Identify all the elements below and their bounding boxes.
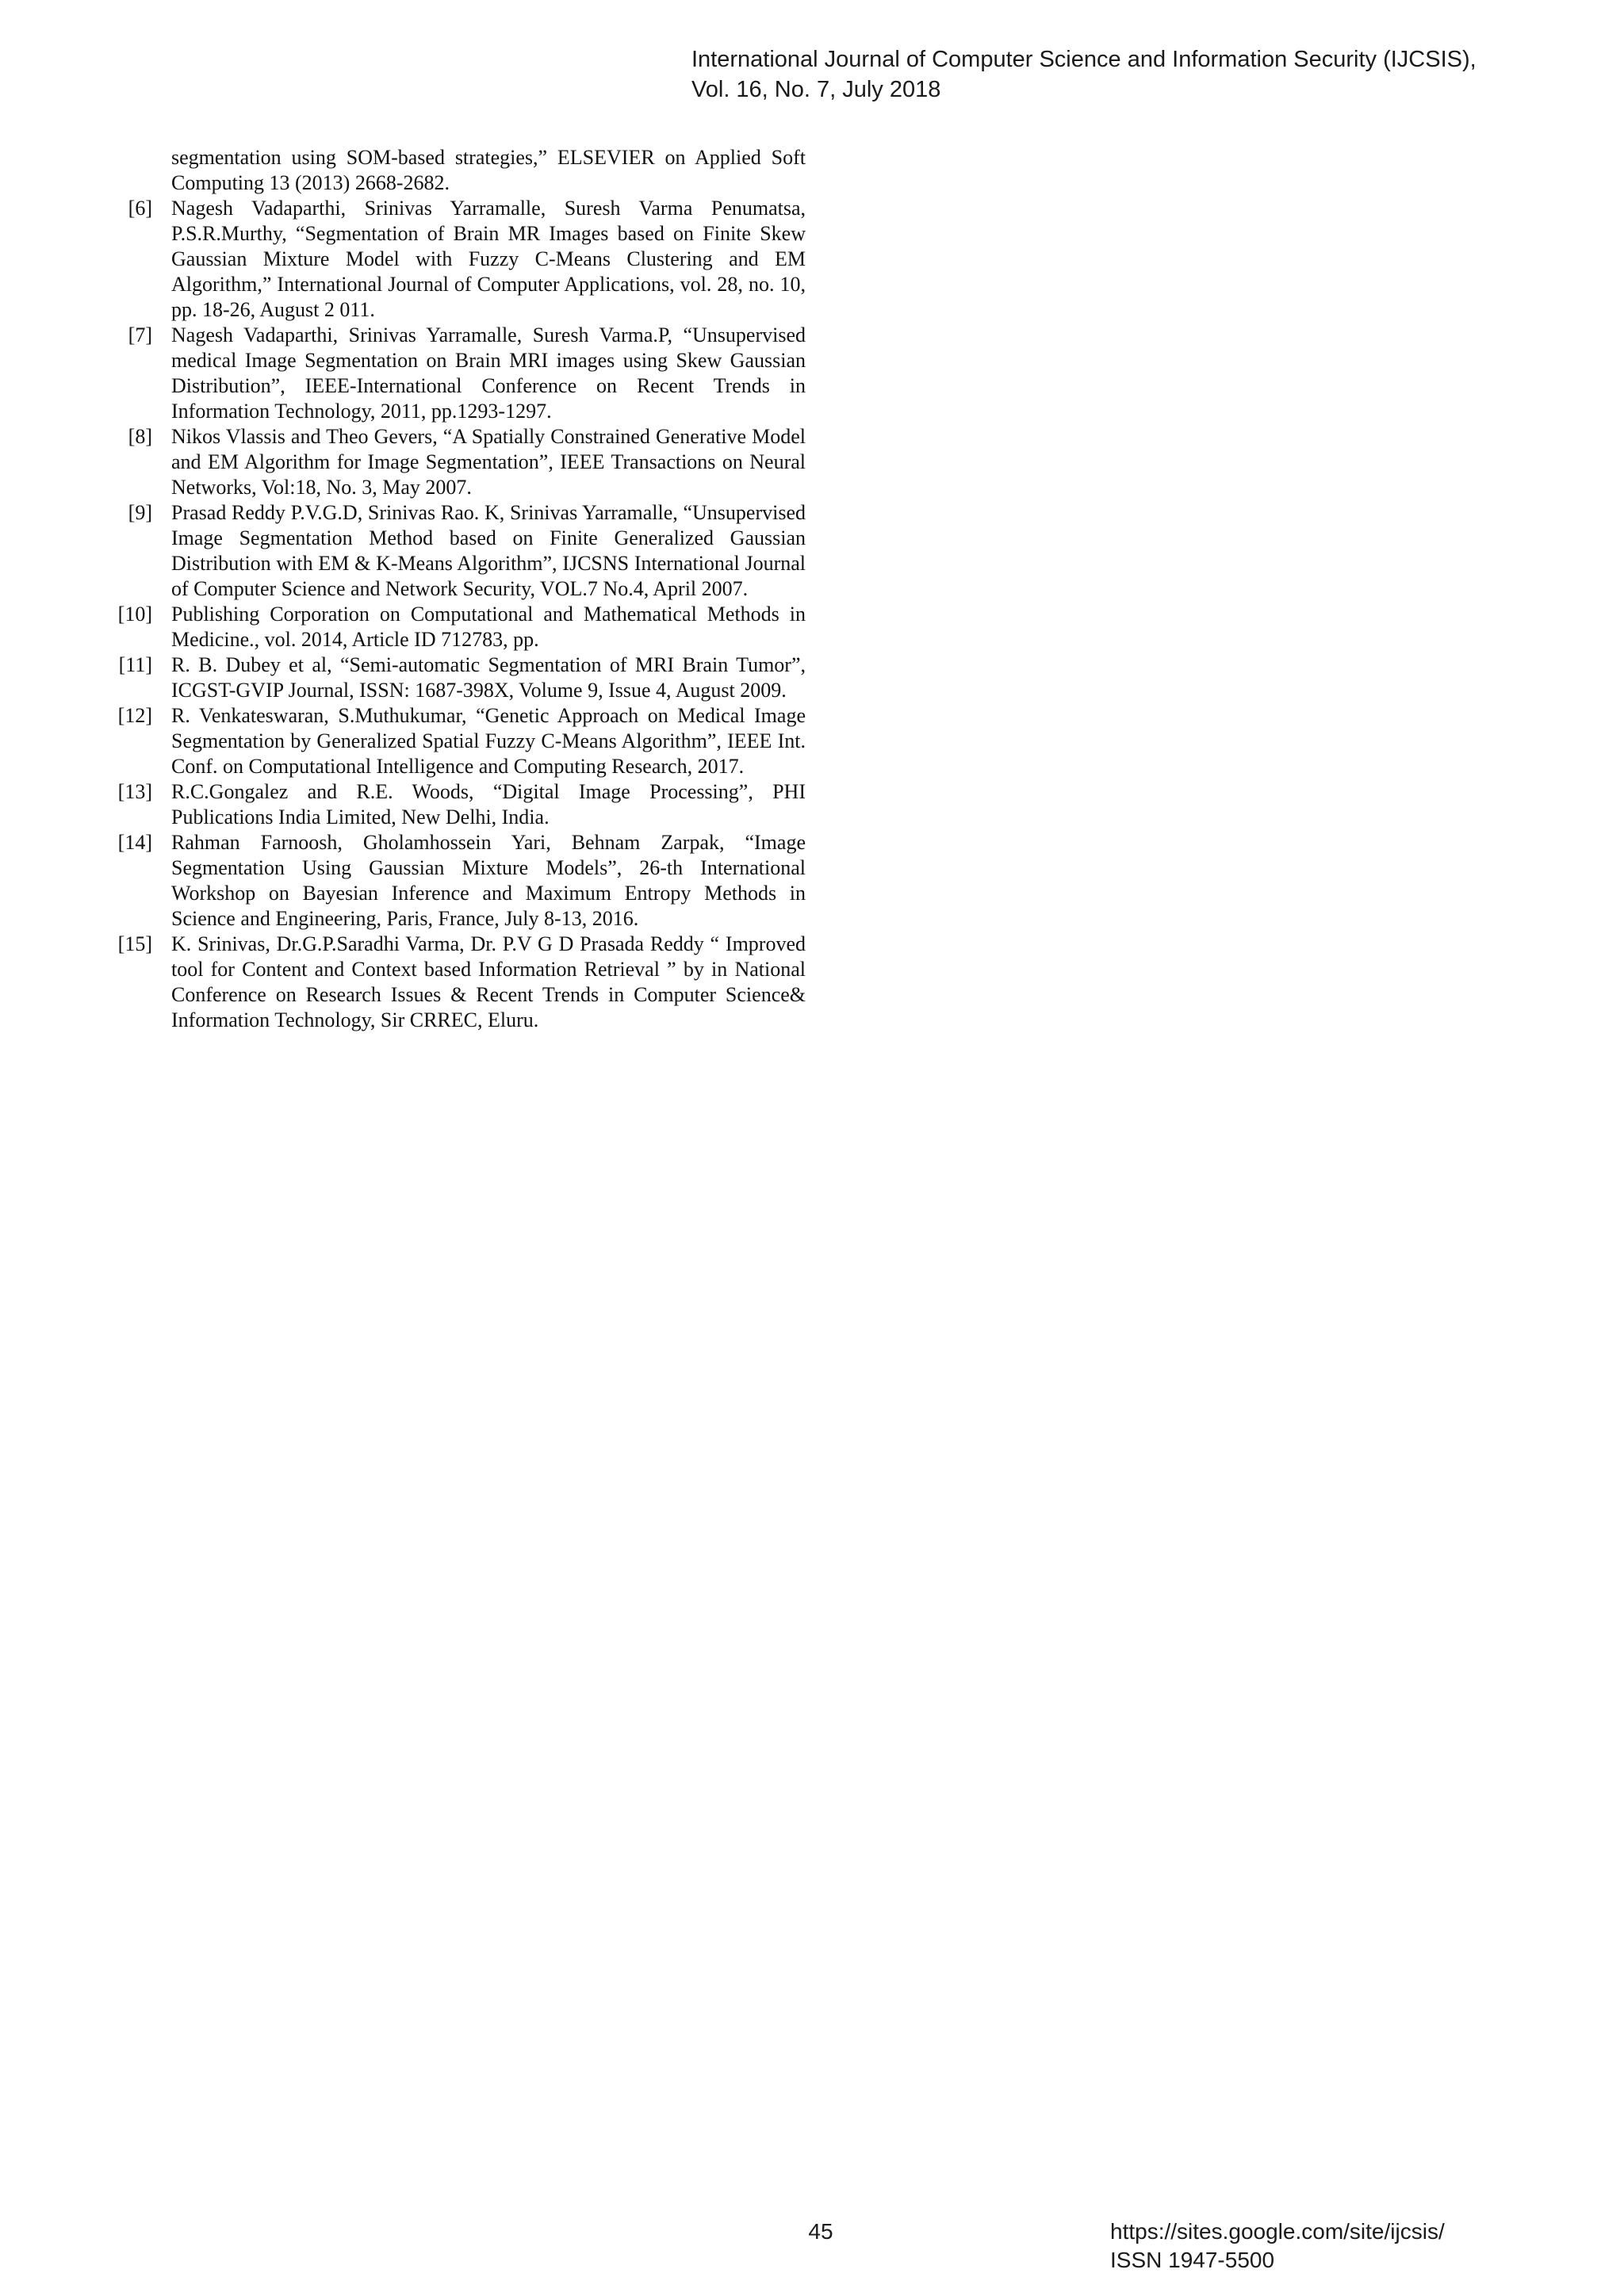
reference-number: [13] bbox=[117, 780, 152, 803]
reference-text: Prasad Reddy P.V.G.D, Srinivas Rao. K, Srinivas Yarramalle, “Unsupervised Image Segmentation Method based on Finite Generalized Gaussian Distribution with EM & K-Means Algorithm”, IJCSNS International Journal of Computer Science and Network Security, VOL.7 No.4, April 2007. bbox=[171, 501, 806, 600]
reference-item bbox=[111, 500, 806, 602]
reference-item bbox=[111, 652, 806, 703]
reference-number: [14] bbox=[117, 831, 152, 854]
reference-text: Nagesh Vadaparthi, Srinivas Yarramalle, Suresh Varma.P, “Unsupervised medical Image Segmentation on Brain MRI images using Skew Gaussian Distribution”, IEEE-International Conference on Recent Trends in Information Technology, 2011, pp.1293-1297. bbox=[171, 323, 806, 423]
reference-item bbox=[111, 602, 806, 652]
reference-text: Publishing Corporation on Computational and Mathematical Methods in Medicine., vol. 2014, Article ID 712783, pp. bbox=[171, 603, 806, 651]
reference-text: R. B. Dubey et al, “Semi-automatic Segmentation of MRI Brain Tumor”, ICGST-GVIP Journal, ISSN: 1687-398X, Volume 9, Issue 4, August 2009. bbox=[171, 653, 806, 702]
reference-text: R.C.Gongalez and R.E. Woods, “Digital Image Processing”, PHI Publications India Limited, New Delhi, India. bbox=[171, 780, 806, 828]
page-number: 45 bbox=[808, 2219, 833, 2244]
reference-item bbox=[111, 145, 806, 196]
reference-list bbox=[111, 145, 806, 1033]
journal-header bbox=[691, 44, 1595, 105]
reference-item bbox=[111, 196, 806, 323]
reference-number: [8] bbox=[128, 425, 152, 448]
reference-number: [11] bbox=[118, 653, 152, 676]
reference-number: [10] bbox=[117, 603, 152, 626]
journal-header-volume: Vol. 16, No. 7, July 2018 bbox=[691, 77, 941, 102]
journal-url: https://sites.google.com/site/ijcsis/ bbox=[1110, 2219, 1445, 2244]
reference-item bbox=[111, 703, 806, 779]
reference-number: [15] bbox=[117, 932, 152, 955]
journal-footer bbox=[1110, 2218, 1594, 2275]
reference-text: segmentation using SOM-based strategies,” ELSEVIER on Applied Soft Computing 13 (2013) 2668-2682. bbox=[171, 146, 806, 194]
reference-number: [7] bbox=[128, 323, 152, 346]
reference-item bbox=[111, 424, 806, 500]
journal-issn: ISSN 1947-5500 bbox=[1110, 2248, 1275, 2272]
reference-text: K. Srinivas, Dr.G.P.Saradhi Varma, Dr. P.V G D Prasada Reddy “ Improved tool for Content and Context based Information Retrieval ” by in National Conference on Research Issues & Recent Trends in Computer Science& Information Technology, Sir CRREC, Eluru. bbox=[171, 932, 806, 1031]
reference-item bbox=[111, 932, 806, 1033]
journal-header-title: International Journal of Computer Science and Information Security (IJCSIS), bbox=[691, 47, 1477, 72]
reference-item bbox=[111, 323, 806, 424]
reference-number: [12] bbox=[117, 704, 152, 727]
reference-text: Nagesh Vadaparthi, Srinivas Yarramalle, Suresh Varma Penumatsa, P.S.R.Murthy, “Segmentation of Brain MR Images based on Finite Skew Gaussian Mixture Model with Fuzzy C-Means Clustering and EM Algorithm,” International Journal of Computer Applications, vol. 28, no. 10, pp. 18-26, August 2 011. bbox=[171, 197, 806, 321]
reference-text: Rahman Farnoosh, Gholamhossein Yari, Behnam Zarpak, “Image Segmentation Using Gaussian Mixture Models”, 26-th International Workshop on Bayesian Inference and Maximum Entropy Methods in Science and Engineering, Paris, France, July 8-13, 2016. bbox=[171, 831, 806, 930]
reference-item bbox=[111, 830, 806, 932]
reference-number: [6] bbox=[128, 197, 152, 220]
reference-text: R. Venkateswaran, S.Muthukumar, “Genetic Approach on Medical Image Segmentation by Generalized Spatial Fuzzy C-Means Algorithm”, IEEE Int. Conf. on Computational Intelligence and Computing Research, 2017. bbox=[171, 704, 806, 778]
reference-number: [9] bbox=[128, 501, 152, 524]
reference-text: Nikos Vlassis and Theo Gevers, “A Spatially Constrained Generative Model and EM Algorithm for Image Segmentation”, IEEE Transactions on Neural Networks, Vol:18, No. 3, May 2007. bbox=[171, 425, 806, 499]
reference-item bbox=[111, 779, 806, 830]
